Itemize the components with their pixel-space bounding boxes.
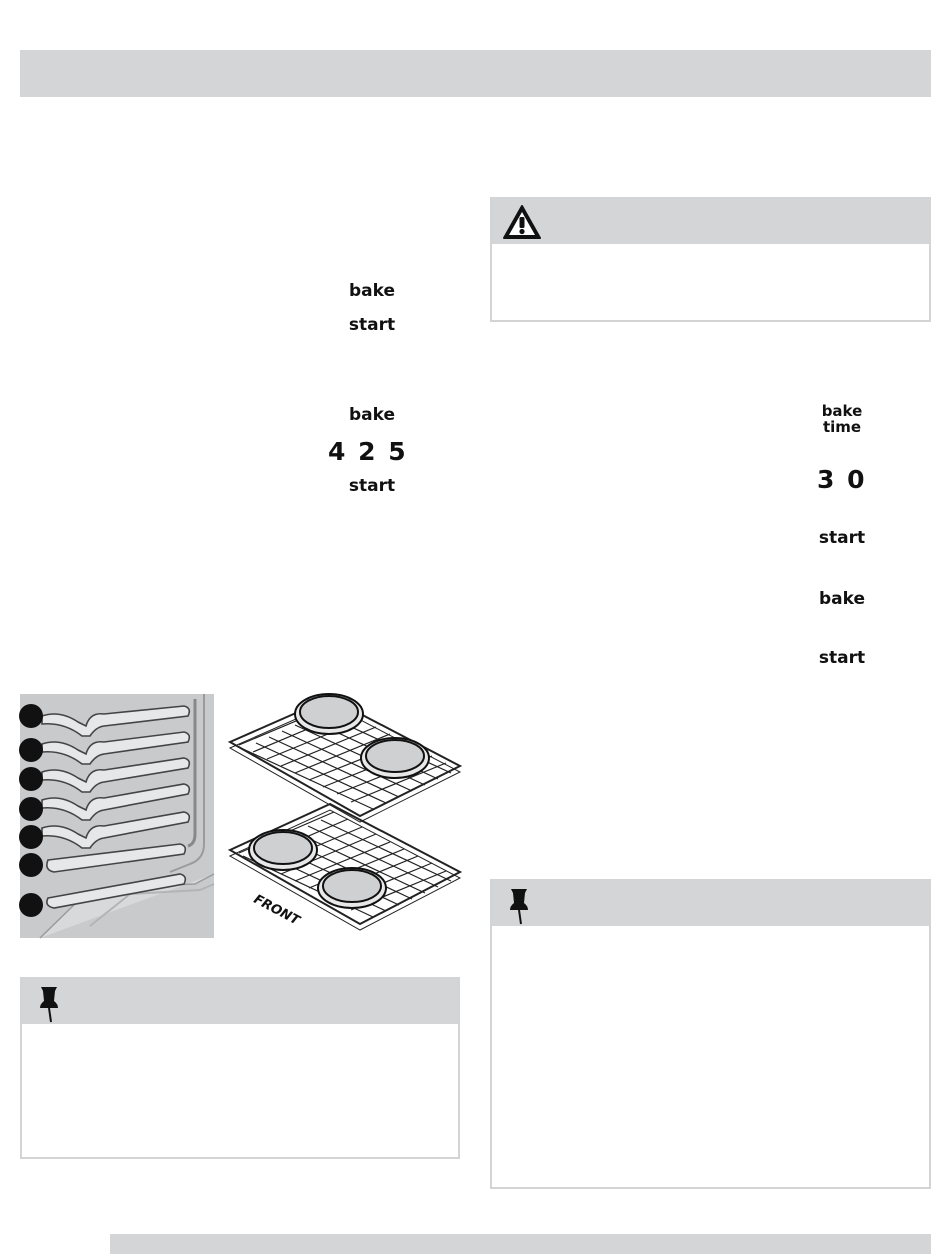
rack-position-5 (19, 767, 43, 791)
rack-position-2 (19, 853, 43, 877)
note-box-left (20, 977, 460, 1159)
key-start: start (818, 528, 866, 548)
rack-position-4 (19, 797, 43, 821)
pushpin-icon (36, 985, 62, 1027)
warning-box (490, 197, 931, 322)
warning-box-header (492, 199, 929, 244)
oven-rack-positions-illustration (20, 694, 216, 939)
page-footer-bar (110, 1234, 931, 1254)
note-box-right-header (492, 881, 929, 926)
note-box-left-header (22, 979, 458, 1024)
key-start: start (348, 476, 396, 496)
rack-position-7 (19, 704, 43, 728)
rack-position-markers (18, 702, 48, 924)
key-start: start (818, 648, 866, 668)
key-bake: bake (348, 405, 396, 425)
key-bake: bake (348, 281, 396, 301)
key-digits-30: 3 0 (817, 465, 867, 494)
warning-triangle-icon (502, 204, 542, 244)
rack-position-1 (19, 893, 43, 917)
rack-position-3 (19, 825, 43, 849)
key-bake-time: bake time (821, 402, 863, 436)
key-start: start (348, 315, 396, 335)
note-box-right (490, 879, 931, 1189)
pushpin-icon (506, 887, 532, 929)
key-bake: bake (818, 589, 866, 609)
front-label: FRONT (250, 892, 302, 929)
rack-position-6 (19, 738, 43, 762)
page-header-bar (20, 50, 931, 97)
key-digits-425: 4 2 5 (328, 437, 408, 466)
